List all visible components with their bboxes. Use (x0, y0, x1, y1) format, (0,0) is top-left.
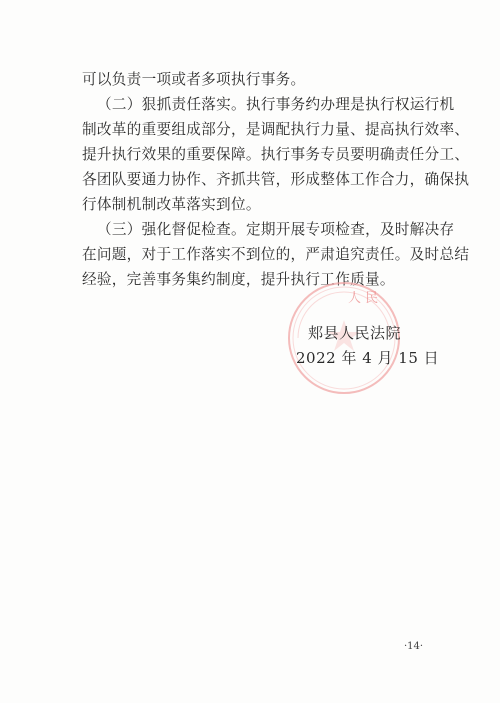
body-line: 在问题，对于工作落实不到位的，严肃追究责任。及时总结 (82, 246, 470, 263)
body-line: 各团队要通力协作、齐抓共管，形成整体工作合力，确保执 (82, 171, 470, 188)
svg-text:人 民: 人 民 (348, 291, 379, 306)
body-line: 可以负责一项或者多项执行事务。 (82, 71, 306, 88)
body-line: 制改革的重要组成部分，是调配执行力量、提高执行效率、 (82, 121, 470, 138)
body-line: 行体制机制改革落实到位。 (82, 196, 261, 213)
page-number: ·14· (404, 641, 424, 652)
body-line: （二）狠抓责任落实。执行事务约办理是执行权运行机 (97, 96, 455, 113)
signature-date: 2022 年 4 月 15 日 (296, 349, 440, 367)
body-line: 提升执行效果的重要保障。执行事务专员要明确责任分工、 (82, 146, 470, 163)
signature-org: 郏县人民法院 (308, 324, 402, 342)
body-line: （三）强化督促检查。定期开展专项检查，及时解决存 (97, 221, 455, 238)
body-line: 经验，完善事务集约制度，提升执行工作质量。 (82, 271, 395, 288)
